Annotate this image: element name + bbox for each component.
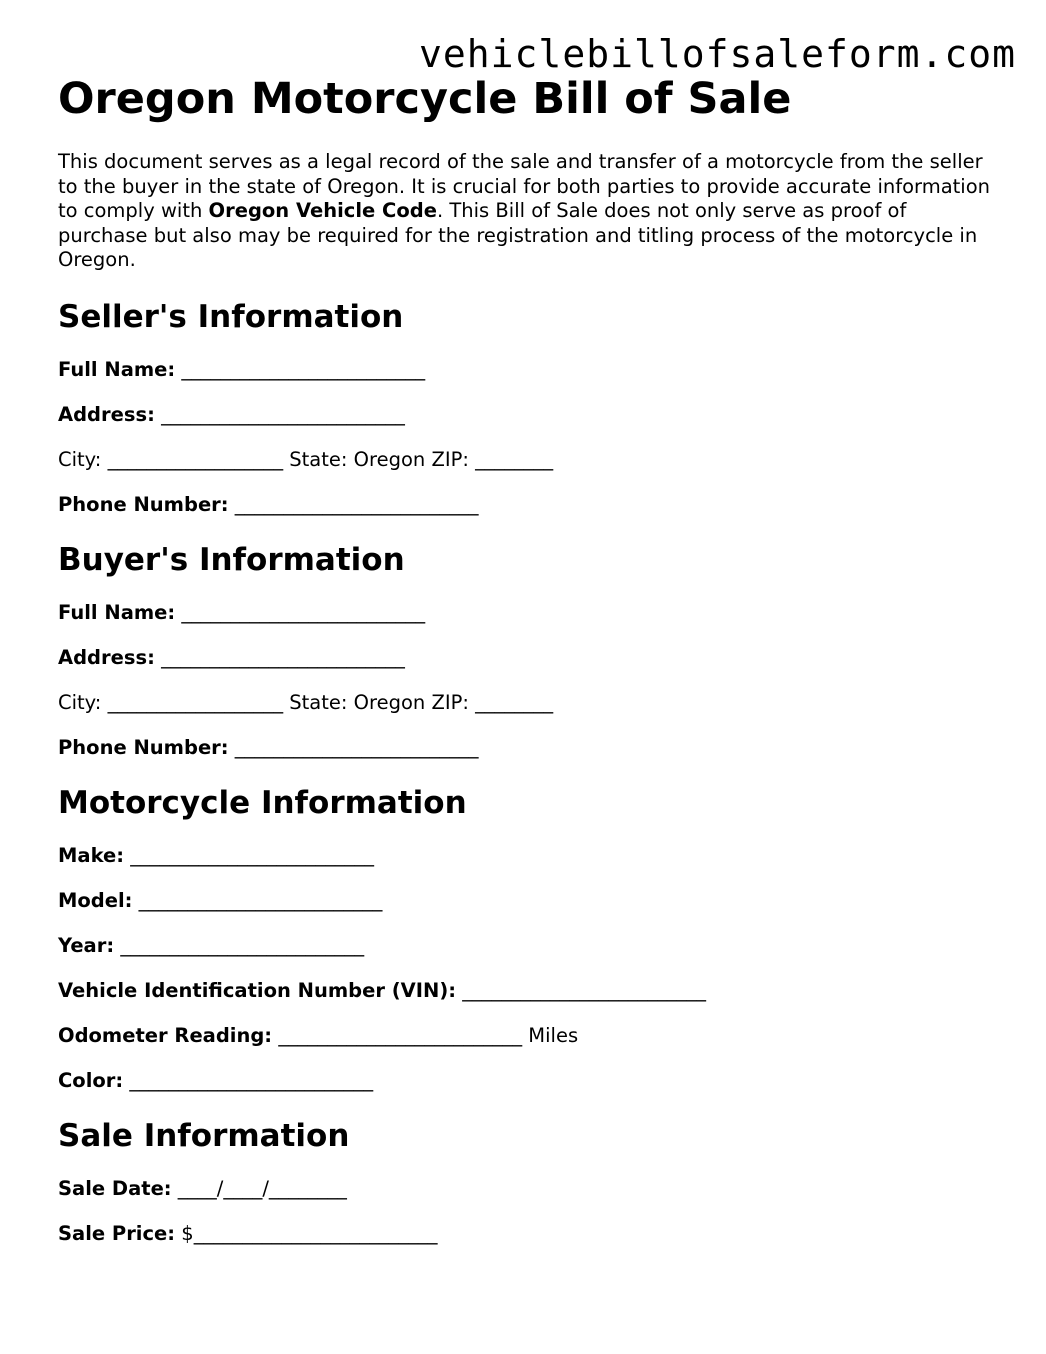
buyer-address-field[interactable]: _________________________: [161, 645, 405, 669]
make-field[interactable]: _________________________: [130, 843, 374, 867]
seller-city-field[interactable]: __________________: [107, 447, 284, 471]
intro-paragraph: [58, 150, 998, 273]
watermark: vehiclebillofsaleform.com: [419, 32, 1016, 76]
intro-text-2: . This Bill of Sale does not only serve as proof of purchase but also may be required for the registration and titling process of the motorcycle in Oregon.: [58, 199, 978, 271]
document-page: [58, 72, 998, 1246]
year-row: [58, 934, 998, 958]
sale-date-label: Sale Date:: [58, 1176, 172, 1200]
vin-label: Vehicle Identification Number (VIN):: [58, 978, 457, 1002]
buyer-phone-row: [58, 736, 998, 760]
seller-phone-row: [58, 493, 998, 517]
sale-date-row: [58, 1177, 998, 1201]
seller-address-label: Address:: [58, 402, 155, 426]
sale-heading: Sale Information: [58, 1117, 350, 1154]
motorcycle-heading: Motorcycle Information: [58, 784, 467, 821]
sale-price-row: [58, 1222, 998, 1246]
buyer-full-name-row: [58, 601, 998, 625]
seller-phone-field[interactable]: _________________________: [234, 492, 479, 516]
buyer-state-label: State: Oregon: [289, 690, 426, 714]
buyer-zip-field[interactable]: ________: [475, 690, 554, 714]
intro-bold-text: Oregon Vehicle Code: [208, 199, 437, 222]
color-row: [58, 1069, 998, 1093]
odometer-unit: Miles: [528, 1023, 579, 1047]
document-title: Oregon Motorcycle Bill of Sale: [58, 74, 792, 124]
buyer-full-name-label: Full Name:: [58, 600, 176, 624]
buyer-address-row: [58, 646, 998, 670]
color-field[interactable]: _________________________: [129, 1068, 374, 1092]
make-row: [58, 844, 998, 868]
intro-text-1: This document serves as a legal record of the sale and transfer of a motorcycle from the seller to the buyer in the state of Oregon. It is crucial for both parties to provide accurate information to comply with: [58, 150, 990, 222]
seller-state-label: State: Oregon: [289, 447, 426, 471]
buyer-city-row: [58, 691, 998, 715]
sale-price-label: Sale Price:: [58, 1221, 176, 1245]
buyer-phone-label: Phone Number:: [58, 735, 229, 759]
buyer-full-name-field[interactable]: _________________________: [181, 600, 426, 624]
seller-full-name-row: [58, 358, 998, 382]
buyer-city-field[interactable]: __________________: [107, 690, 284, 714]
make-label: Make:: [58, 843, 125, 867]
buyer-address-label: Address:: [58, 645, 155, 669]
seller-full-name-label: Full Name:: [58, 357, 176, 381]
seller-zip-field[interactable]: ________: [475, 447, 554, 471]
seller-full-name-field[interactable]: _________________________: [181, 357, 426, 381]
model-field[interactable]: _________________________: [138, 888, 383, 912]
vin-row: [58, 979, 998, 1003]
seller-city-label: City:: [58, 447, 102, 471]
color-label: Color:: [58, 1068, 124, 1092]
buyer-heading: Buyer's Information: [58, 541, 405, 578]
odometer-field[interactable]: _________________________: [278, 1023, 523, 1047]
odometer-row: [58, 1024, 998, 1048]
sale-date-field[interactable]: ____/____/________: [177, 1176, 347, 1200]
sale-price-field[interactable]: $_________________________: [181, 1221, 438, 1245]
model-row: [58, 889, 998, 913]
seller-heading: Seller's Information: [58, 298, 404, 335]
seller-address-row: [58, 403, 998, 427]
buyer-city-label: City:: [58, 690, 102, 714]
seller-address-field[interactable]: _________________________: [161, 402, 405, 426]
seller-phone-label: Phone Number:: [58, 492, 229, 516]
year-field[interactable]: _________________________: [120, 933, 365, 957]
buyer-phone-field[interactable]: _________________________: [234, 735, 479, 759]
odometer-label: Odometer Reading:: [58, 1023, 273, 1047]
vin-field[interactable]: _________________________: [462, 978, 706, 1002]
model-label: Model:: [58, 888, 133, 912]
seller-city-row: [58, 448, 998, 472]
buyer-zip-label: ZIP:: [431, 690, 469, 714]
year-label: Year:: [58, 933, 115, 957]
seller-zip-label: ZIP:: [431, 447, 469, 471]
